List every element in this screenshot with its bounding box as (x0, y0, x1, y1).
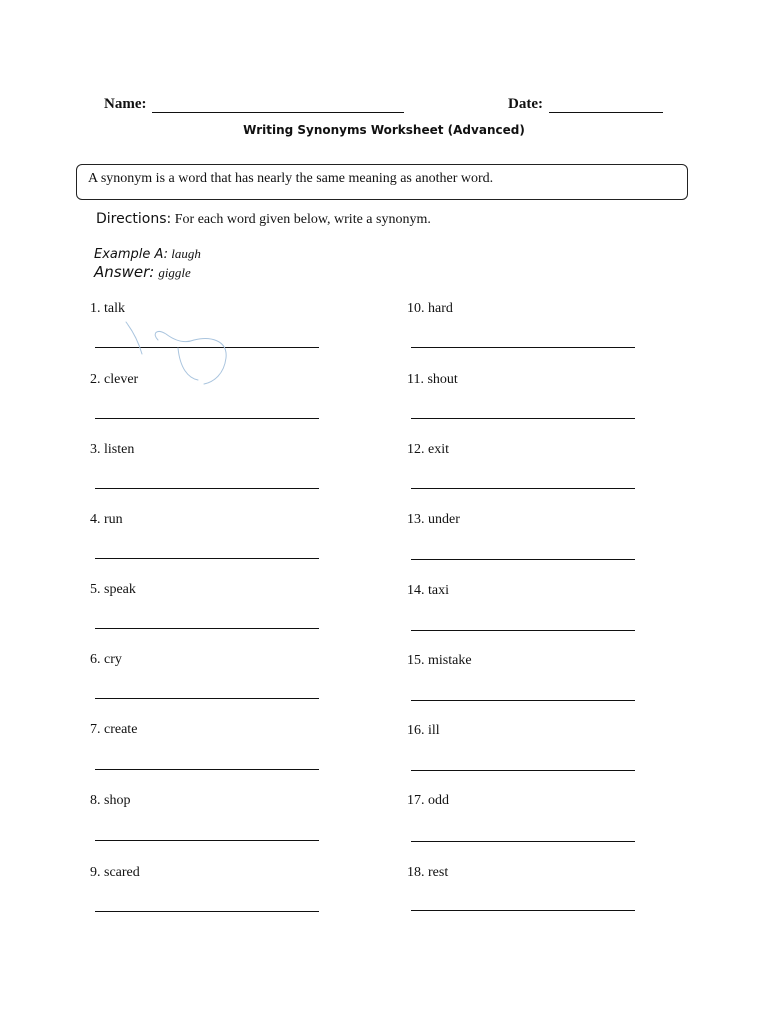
definition-box (76, 164, 688, 200)
answer-blank[interactable] (411, 910, 635, 911)
list-item: 18. rest (407, 865, 449, 880)
answer-blank[interactable] (95, 488, 319, 489)
list-item: 1. talk (90, 301, 125, 316)
answer-blank[interactable] (95, 558, 319, 559)
definition-text: A synonym is a word that has nearly the same meaning as another word. (88, 171, 494, 186)
answer-blank[interactable] (95, 840, 319, 841)
answer-blank[interactable] (411, 700, 635, 701)
answer-blank[interactable] (411, 418, 635, 419)
directions (96, 211, 431, 228)
answer-blank[interactable] (95, 418, 319, 419)
example-word: laugh (171, 246, 201, 261)
name-row (104, 96, 404, 113)
list-item: 8. shop (90, 793, 131, 808)
name-label: Name: (104, 96, 147, 112)
answer-blank[interactable] (411, 488, 635, 489)
list-item: 12. exit (407, 442, 449, 457)
list-item: 5. speak (90, 582, 136, 597)
date-row (508, 96, 663, 113)
answer-blank[interactable] (411, 559, 635, 560)
answer-blank[interactable] (95, 911, 319, 912)
pen-scribble (118, 318, 238, 398)
answer-blank[interactable] (411, 770, 635, 771)
worksheet-title: Writing Synonyms Worksheet (Advanced) (243, 123, 525, 137)
answer-word: giggle (158, 265, 191, 280)
answer-blank[interactable] (95, 698, 319, 699)
example-row (94, 246, 201, 262)
list-item: 15. mistake (407, 653, 472, 668)
answer-blank[interactable] (411, 630, 635, 631)
list-item: 10. hard (407, 301, 453, 316)
list-item: 3. listen (90, 442, 135, 457)
list-item: 14. taxi (407, 583, 449, 598)
list-item: 6. cry (90, 652, 122, 667)
list-item: 11. shout (407, 372, 458, 387)
list-item: 17. odd (407, 793, 449, 808)
list-item: 13. under (407, 512, 460, 527)
list-item: 4. run (90, 512, 123, 527)
answer-blank[interactable] (411, 347, 635, 348)
name-blank[interactable] (152, 96, 404, 113)
example-label: Example A: (94, 247, 169, 262)
list-item: 9. scared (90, 865, 140, 880)
answer-label: Answer: (94, 263, 155, 281)
list-item: 7. create (90, 722, 138, 737)
directions-label: Directions: (96, 211, 172, 227)
date-label: Date: (508, 96, 543, 112)
answer-blank[interactable] (95, 628, 319, 629)
date-blank[interactable] (549, 96, 663, 113)
list-item: 2. clever (90, 372, 139, 387)
answer-blank[interactable] (411, 841, 635, 842)
answer-blank[interactable] (95, 769, 319, 770)
list-item: 16. ill (407, 723, 440, 738)
directions-text: For each word given below, write a synonym. (174, 212, 431, 227)
answer-row (94, 263, 191, 282)
